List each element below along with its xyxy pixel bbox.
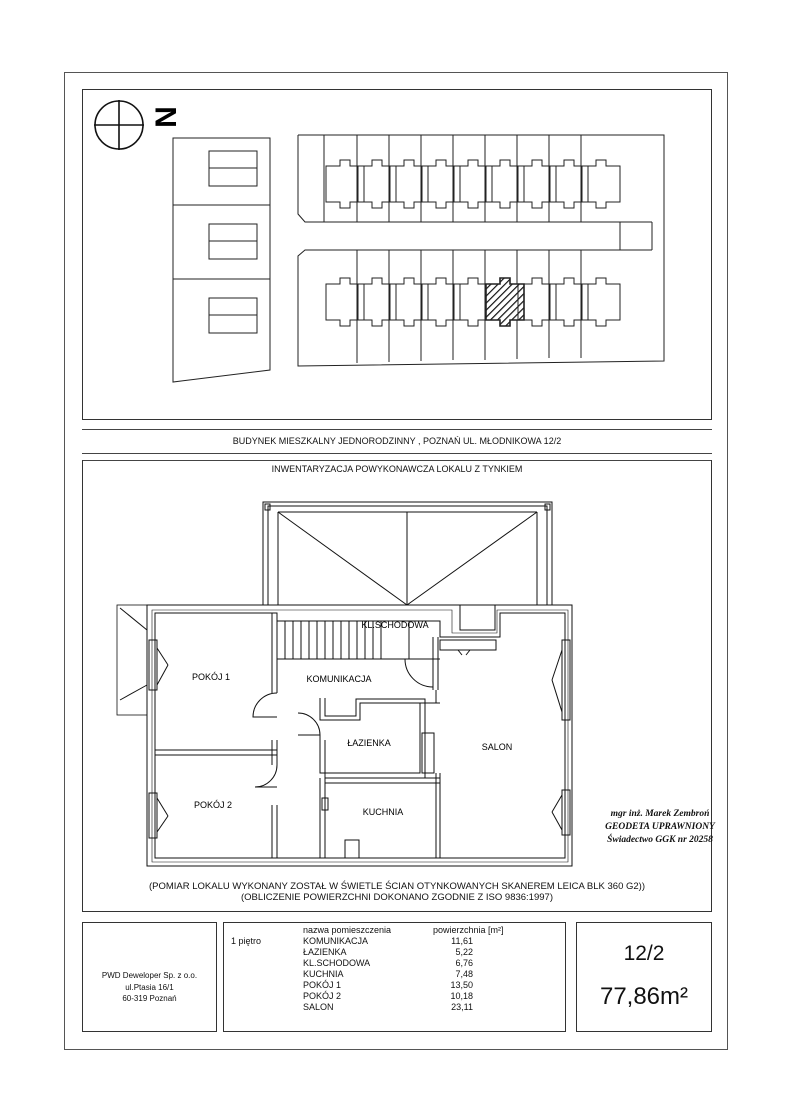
- title-band-line-1: [82, 429, 712, 430]
- room-label-kuchnia: KUCHNIA: [362, 807, 404, 817]
- room-label-klatka: KL.SCHODOWA: [361, 620, 429, 630]
- surveyor-signature: [585, 808, 735, 847]
- site-plan: [82, 89, 712, 420]
- area-row-value: 23,11: [451, 1002, 473, 1012]
- title-band-line-2: [82, 453, 712, 454]
- room-label-pokoj1: POKÓJ 1: [191, 672, 231, 682]
- company-street: ul.Ptasia 16/1: [125, 983, 174, 992]
- area-row-value: 13,50: [450, 980, 473, 990]
- area-row-value: 6,76: [455, 958, 473, 968]
- surveyor-certificate: Świadectwo GGK nr 20258: [607, 835, 713, 845]
- area-table-header-area: powierzchnia [m²]: [433, 925, 504, 935]
- site-top-row: [298, 135, 664, 366]
- unit-total-area: 77,86m²: [599, 983, 689, 1010]
- area-row-name: ŁAZIENKA: [303, 947, 347, 957]
- north-label: N: [149, 106, 183, 128]
- area-row-name: POKÓJ 1: [303, 980, 342, 990]
- terrace: [263, 502, 552, 605]
- area-row-name: KUCHNIA: [303, 969, 344, 979]
- measurement-note: (POMIAR LOKALU WYKONANY ZOSTAŁ W ŚWIETLE ŚCIAN OTYNKOWANYCH SKANEREM LEICA BLK 360 G2)): [148, 881, 646, 892]
- area-row-name: KL.SCHODOWA: [303, 958, 371, 968]
- compass-icon: [94, 100, 144, 150]
- area-row-name: POKÓJ 2: [303, 991, 342, 1001]
- unit-number: 12/2: [623, 942, 665, 965]
- floor-plan: [100, 490, 600, 875]
- outer-wall-inner: [155, 613, 565, 858]
- site-houses-top: [326, 160, 620, 208]
- unit-box: [576, 922, 712, 1032]
- site-houses-bottom: [326, 278, 620, 326]
- room-label-salon: SALON: [481, 742, 513, 752]
- area-table-header-name: nazwa pomieszczenia: [303, 925, 392, 935]
- room-label-pokoj2: POKÓJ 2: [193, 800, 233, 810]
- area-table-floor: 1 piętro: [231, 936, 262, 946]
- outer-wall-outer: [147, 605, 572, 866]
- drawing-title: BUDYNEK MIESZKALNY JEDNORODZINNY , POZNAŃ UL. MŁODNIKOWA 12/2: [232, 436, 562, 446]
- drawing-subtitle: INWENTARYZACJA POWYKONAWCZA LOKALU Z TYNKIEM: [271, 464, 523, 474]
- area-row-name: SALON: [303, 1002, 334, 1012]
- room-label-komunikacja: KOMUNIKACJA: [306, 674, 372, 684]
- area-table-box: [223, 922, 566, 1032]
- room-label-lazienka: ŁAZIENKA: [347, 738, 391, 748]
- site-left-block: [173, 138, 270, 382]
- area-row-value: 11,61: [451, 936, 473, 946]
- area-row-value: 10,18: [450, 991, 473, 1001]
- company-city: 60-319 Poznań: [122, 994, 177, 1003]
- area-row-value: 5,22: [455, 947, 473, 957]
- surveyor-name: mgr inż. Marek Zembroń: [610, 809, 710, 819]
- calculation-note: (OBLICZENIE POWIERZCHNI DOKONANO ZGODNIE Z ISO 9836:1997): [241, 892, 553, 903]
- area-row-name: KOMUNIKACJA: [303, 936, 369, 946]
- area-row-value: 7,48: [455, 969, 473, 979]
- surveyor-title: GEODETA UPRAWNIONY: [605, 822, 715, 832]
- company-name: PWD Deweloper Sp. z o.o.: [101, 971, 198, 980]
